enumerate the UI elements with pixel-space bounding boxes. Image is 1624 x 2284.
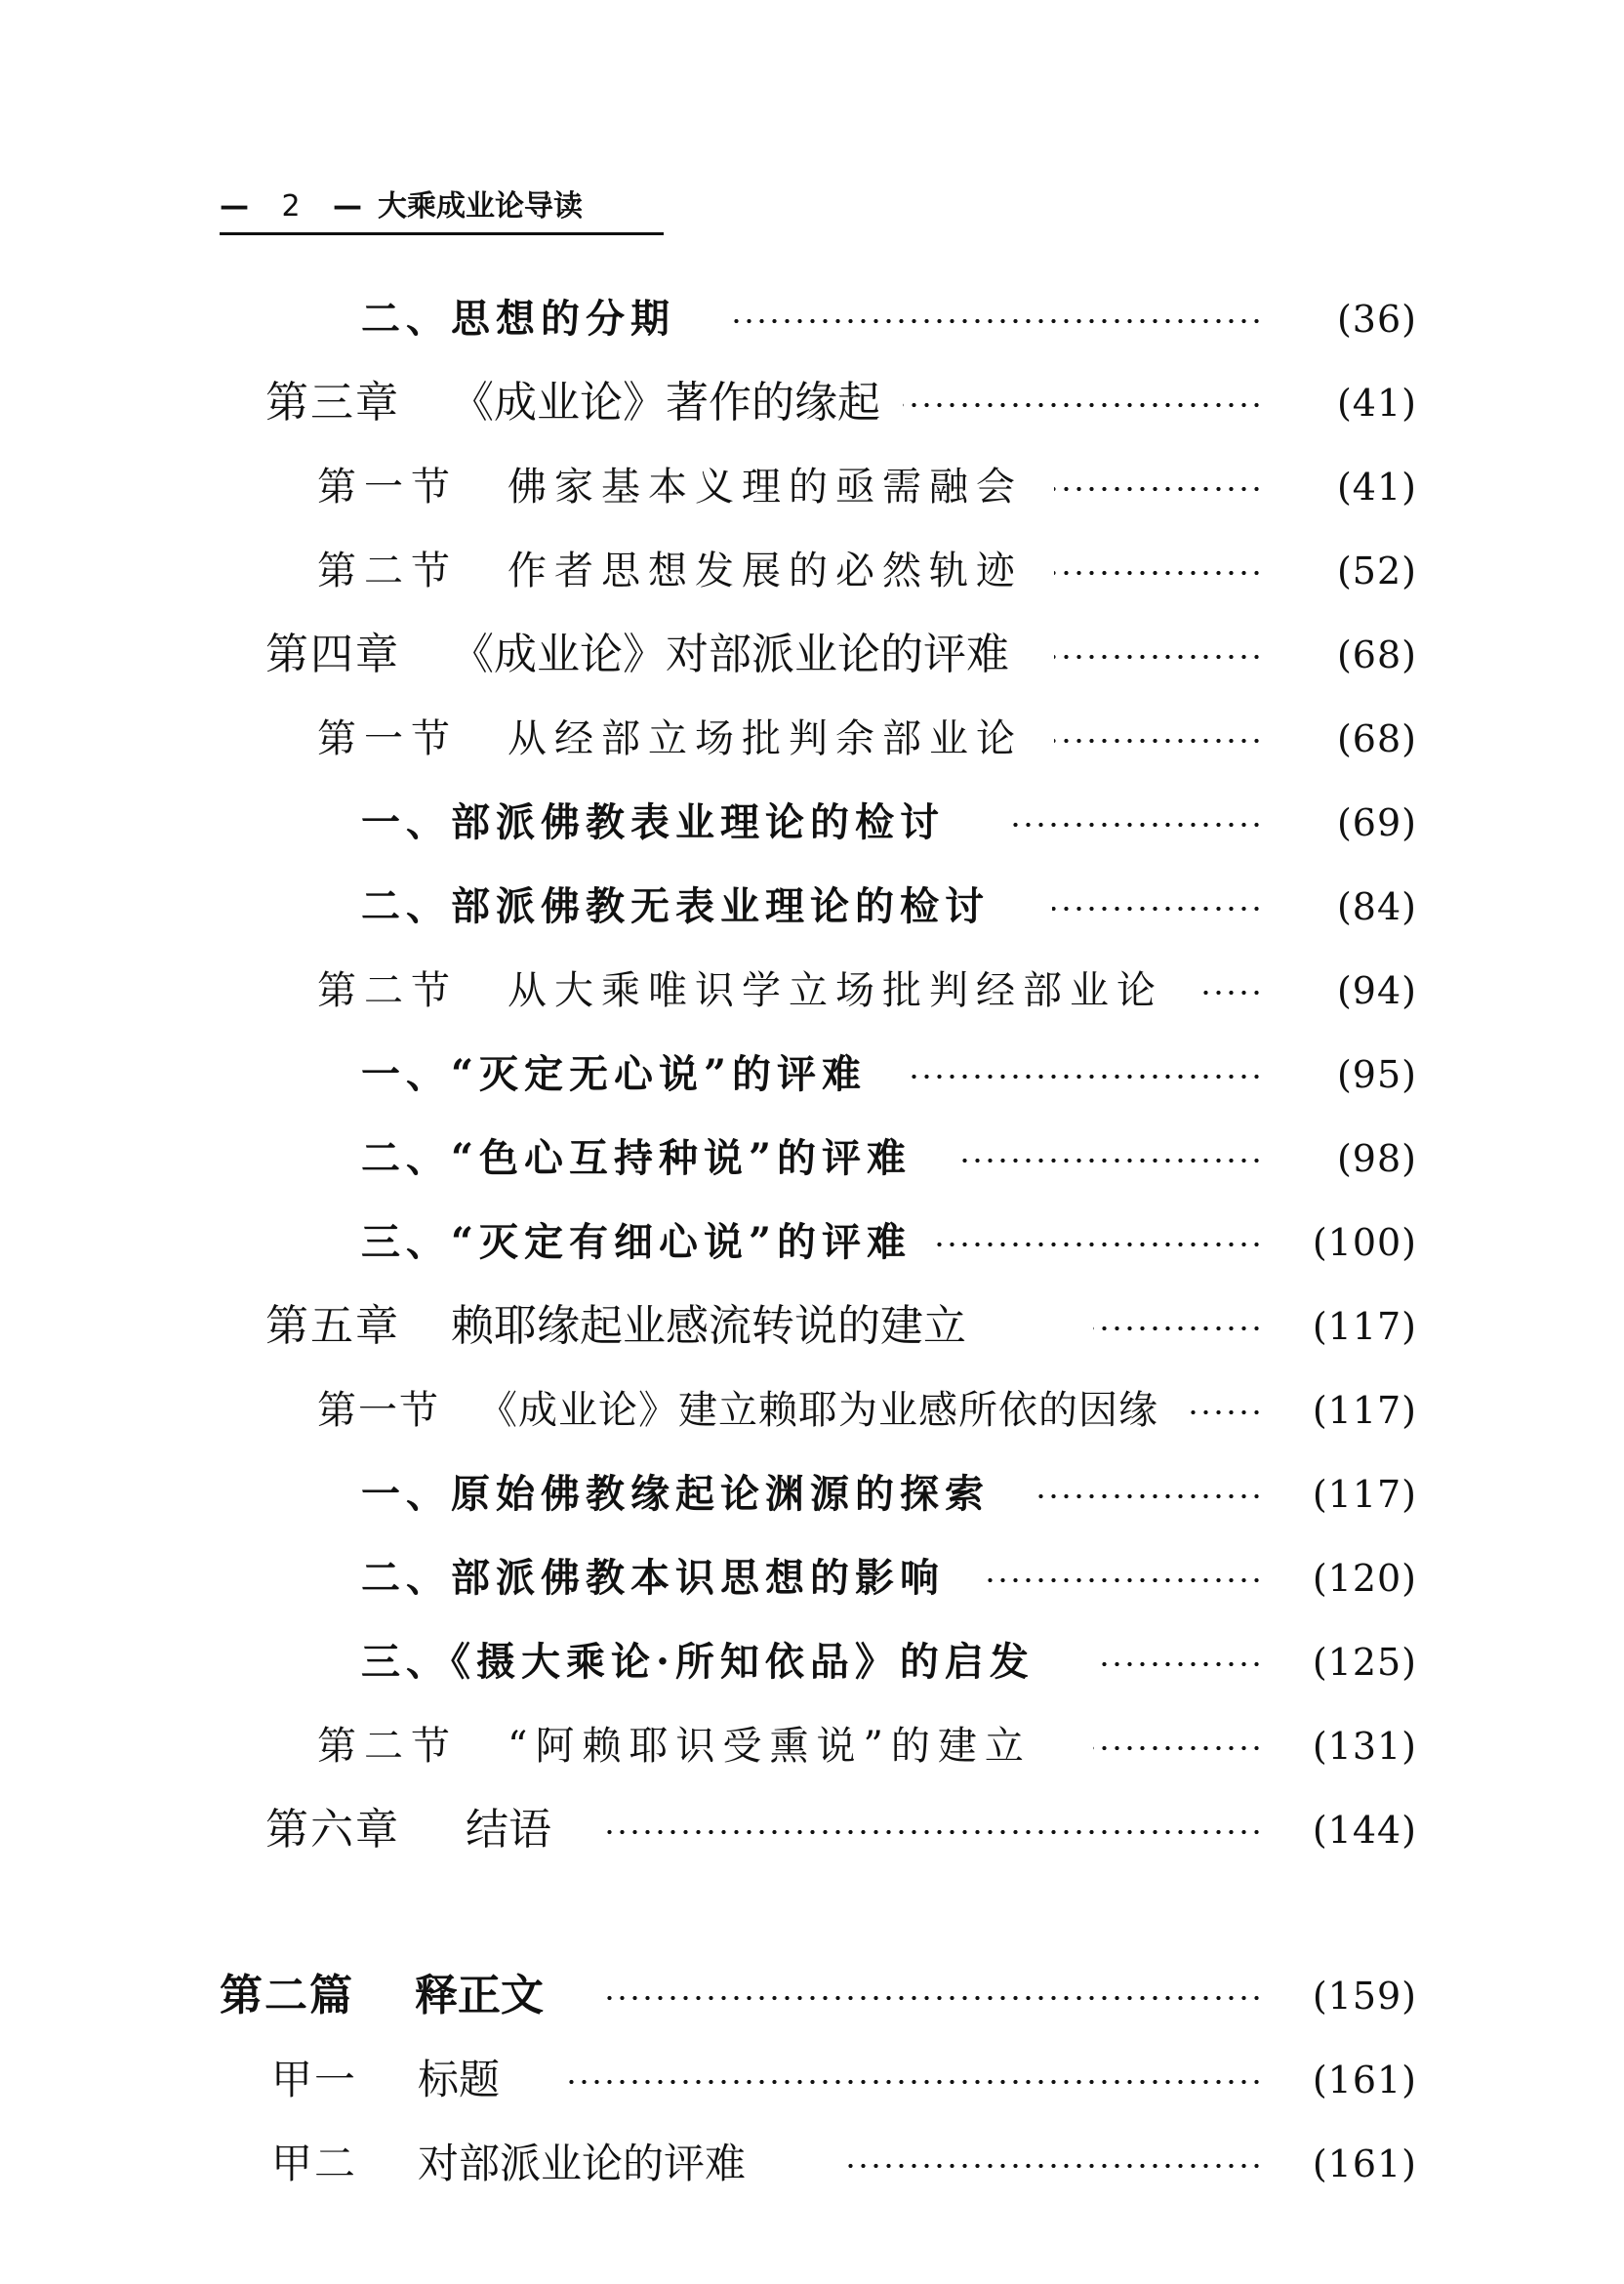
toc-entry[interactable] xyxy=(0,1547,1624,1610)
toc-entry[interactable] xyxy=(0,1379,1624,1442)
dot-leader xyxy=(1054,570,1263,576)
toc-entry[interactable] xyxy=(0,1211,1624,1274)
toc-entry-page: (68) xyxy=(1336,717,1417,760)
dot-leader xyxy=(906,1074,1263,1080)
toc-entry-page: (95) xyxy=(1336,1053,1417,1096)
toc-entry-label: 甲二 xyxy=(271,2140,358,2187)
toc-entry[interactable] xyxy=(0,2049,1624,2111)
toc-entry-label: 甲一 xyxy=(271,2056,358,2103)
dot-leader xyxy=(1054,654,1263,660)
toc-entry-text: 三、《摄大乘论·所知依品》的启发 xyxy=(361,1639,1035,1685)
toc-entry-page: (41) xyxy=(1336,382,1417,425)
dot-leader xyxy=(961,1158,1263,1163)
toc-entry-page: (125) xyxy=(1312,1641,1417,1684)
toc-entry-page: (100) xyxy=(1312,1221,1417,1264)
dot-leader xyxy=(727,318,1263,324)
dot-leader xyxy=(600,1995,1263,2001)
toc-entry-text: 标题 xyxy=(418,2056,501,2103)
toc-entry-text: “阿赖耶识受熏说”的建立 xyxy=(508,1724,1032,1769)
dot-leader xyxy=(932,1242,1263,1247)
toc-entry-page: (117) xyxy=(1312,1305,1417,1348)
toc-entry-label: 第五章 xyxy=(265,1301,400,1351)
dot-leader xyxy=(600,1829,1263,1835)
toc-entry-text: 《成业论》著作的缘起 xyxy=(451,378,880,428)
toc-entry[interactable] xyxy=(0,708,1624,770)
toc-entry-text: 一、部派佛教表业理论的检讨 xyxy=(361,799,945,845)
toc-entry[interactable] xyxy=(0,1715,1624,1777)
toc-entry-text: 一、“灭定无心说”的评难 xyxy=(361,1051,868,1097)
dot-leader xyxy=(1093,1326,1263,1331)
toc-entry[interactable] xyxy=(0,540,1624,602)
toc-entry[interactable] xyxy=(0,456,1624,518)
toc-entry-page: (144) xyxy=(1312,1809,1417,1852)
toc-entry-page: (36) xyxy=(1336,298,1417,341)
dot-leader xyxy=(1052,906,1263,912)
dot-leader xyxy=(564,2079,1263,2085)
toc-entry[interactable] xyxy=(0,1463,1624,1526)
toc-entry-label: 第二节 xyxy=(317,549,458,593)
toc-entry-page: (98) xyxy=(1336,1137,1417,1180)
dot-leader xyxy=(1093,1745,1263,1751)
toc-entry-text: 二、部派佛教本识思想的影响 xyxy=(361,1555,945,1601)
toc-entry-label: 第一节 xyxy=(317,716,458,761)
toc-entry-text: 释正文 xyxy=(415,1971,544,2020)
dot-leader xyxy=(1184,1409,1263,1415)
toc-entry-text: 《成业论》建立赖耶为业感所依的因缘 xyxy=(478,1388,1158,1433)
toc-entry-page: (94) xyxy=(1336,969,1417,1012)
toc-entry-page: (161) xyxy=(1312,2059,1417,2101)
toc-entry[interactable] xyxy=(0,624,1624,686)
toc-entry-text: 赖耶缘起业感流转说的建立 xyxy=(451,1301,966,1351)
dot-leader xyxy=(1098,1661,1263,1667)
dot-leader xyxy=(903,402,1263,408)
dot-leader xyxy=(988,1577,1263,1583)
toc-entry-text: 对部派业论的评难 xyxy=(418,2140,747,2187)
toc-entry-text: 从经部立场批判余部业论 xyxy=(508,716,1023,761)
dot-leader xyxy=(1005,822,1263,828)
toc-entry-page: (41) xyxy=(1336,466,1417,509)
toc-entry[interactable] xyxy=(0,792,1624,854)
toc-entry-text: 结语 xyxy=(466,1805,551,1855)
toc-entry-label: 第二节 xyxy=(317,1724,458,1769)
header-book-title: 大乘成业论导读 xyxy=(378,189,583,224)
toc-entry-page: (131) xyxy=(1312,1725,1417,1768)
dot-leader xyxy=(1200,990,1263,996)
toc-entry-page: (161) xyxy=(1312,2142,1417,2185)
toc-entry-text: 作者思想发展的必然轨迹 xyxy=(508,549,1023,593)
toc-entry[interactable] xyxy=(0,1127,1624,1190)
toc-entry-label: 第二篇 xyxy=(220,1971,354,2020)
toc-entry-page: (84) xyxy=(1336,885,1417,928)
dot-leader xyxy=(1036,1493,1263,1499)
toc-entry-text: 二、部派佛教无表业理论的检讨 xyxy=(361,883,990,929)
toc-entry-label: 第一节 xyxy=(317,1388,440,1433)
toc-entry[interactable] xyxy=(0,1631,1624,1693)
dot-leader xyxy=(1054,738,1263,744)
toc-entry[interactable] xyxy=(0,1965,1624,2027)
toc-entry-label: 第一节 xyxy=(317,465,458,510)
toc-entry-page: (69) xyxy=(1336,801,1417,844)
toc-entry-page: (159) xyxy=(1312,1975,1417,2018)
toc-entry-text: 一、原始佛教缘起论渊源的探索 xyxy=(361,1471,990,1517)
toc-entry-page: (68) xyxy=(1336,633,1417,676)
toc-entry-text: 二、“色心互持种说”的评难 xyxy=(361,1135,913,1181)
toc-entry-label: 第三章 xyxy=(265,378,400,428)
dot-leader xyxy=(847,2163,1263,2169)
toc-entry-label: 第六章 xyxy=(265,1805,400,1855)
toc-entry[interactable] xyxy=(0,876,1624,938)
toc-entry-page: (117) xyxy=(1312,1389,1417,1432)
header-page-number: 2 xyxy=(281,189,301,224)
toc-entry-text: 二、思想的分期 xyxy=(361,296,675,342)
toc-entry-page: (120) xyxy=(1312,1557,1417,1600)
toc-entry[interactable] xyxy=(0,1799,1624,1861)
toc-entry-label: 第四章 xyxy=(265,630,400,679)
header-dash-left: — xyxy=(220,189,249,224)
toc-entry-text: 《成业论》对部派业论的评难 xyxy=(451,630,1009,679)
toc-entry-label: 第二节 xyxy=(317,968,458,1013)
toc-entry-page: (52) xyxy=(1336,550,1417,592)
toc-entry[interactable] xyxy=(0,288,1624,350)
toc-entry-text: 佛家基本义理的亟需融会 xyxy=(508,465,1023,510)
toc-entry[interactable] xyxy=(0,959,1624,1022)
toc-entry-text: 从大乘唯识学立场批判经部业论 xyxy=(508,968,1163,1013)
toc-entry[interactable] xyxy=(0,2133,1624,2195)
header-dash-right: — xyxy=(333,189,362,224)
toc-entry-page: (117) xyxy=(1312,1473,1417,1516)
toc-entry[interactable] xyxy=(0,372,1624,434)
toc-entry[interactable] xyxy=(0,1295,1624,1358)
dot-leader xyxy=(1054,486,1263,492)
toc-entry[interactable] xyxy=(0,1043,1624,1106)
toc-entry-text: 三、“灭定有细心说”的评难 xyxy=(361,1219,913,1265)
